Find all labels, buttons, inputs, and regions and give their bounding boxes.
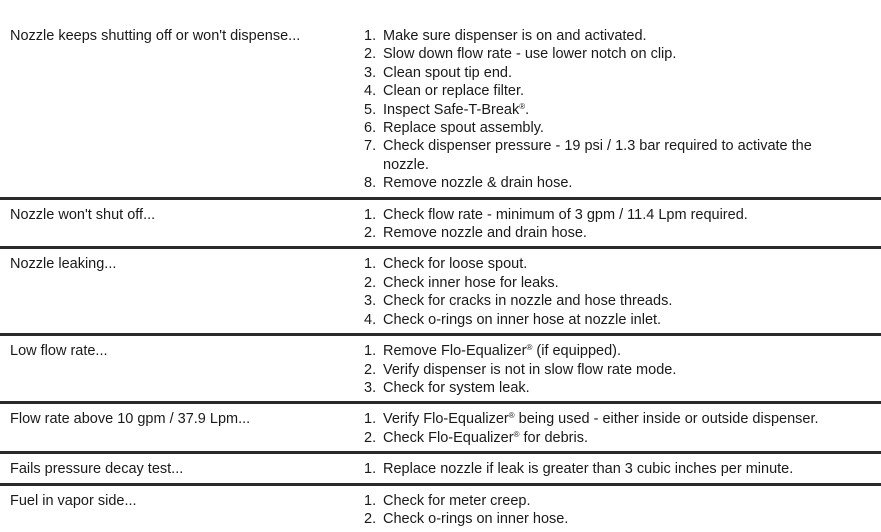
registered-mark: ® [526, 343, 533, 353]
list-item [364, 460, 864, 478]
list-item [364, 379, 864, 397]
step-text: Check o-rings on inner hose at nozzle inlet. [383, 311, 662, 328]
list-item [364, 510, 864, 528]
step-number: 2. [364, 429, 377, 446]
table-row [0, 246, 881, 333]
solution-list [364, 27, 864, 193]
list-item [364, 342, 864, 360]
list-item [364, 492, 864, 510]
step-text: Inspect Safe-T-Break®. [383, 101, 530, 118]
list-item [364, 292, 864, 310]
step-number: 1. [364, 28, 377, 44]
step-number: 4. [364, 311, 377, 328]
step-number: 1. [364, 461, 377, 478]
list-item [364, 45, 864, 63]
step-text: Check dispenser pressure - 19 psi / 1.3 bar required to activate the nozzle. [383, 138, 812, 173]
step-number: 3. [364, 379, 377, 396]
step-number: 4. [364, 83, 377, 100]
problem-label: Fails pressure decay test... [10, 461, 184, 478]
step-text: Replace nozzle if leak is greater than 3 cubic inches per minute. [383, 461, 794, 478]
list-item [364, 255, 864, 273]
list-item [364, 101, 864, 119]
step-number: 3. [364, 64, 377, 81]
step-text: Check for meter creep. [383, 492, 531, 509]
list-item [364, 119, 864, 137]
solution-list [364, 410, 864, 447]
step-text: Check for cracks in nozzle and hose threads. [383, 293, 673, 310]
list-item [364, 224, 864, 242]
step-number: 8. [364, 175, 377, 192]
table-row [0, 451, 881, 482]
list-item [364, 274, 864, 292]
problem-label: Fuel in vapor side... [10, 492, 137, 509]
registered-mark: ® [519, 101, 526, 111]
table-row [0, 483, 881, 532]
step-text: Verify Flo-Equalizer® being used - either inside or outside dispenser. [383, 411, 819, 428]
problem-label: Nozzle leaking... [10, 256, 117, 273]
step-text: Clean spout tip end. [383, 64, 512, 81]
table-row [0, 401, 881, 451]
step-number: 1. [364, 411, 377, 428]
problem-label: Nozzle won't shut off... [10, 206, 156, 223]
step-number: 5. [364, 101, 377, 118]
step-text: Remove nozzle and drain hose. [383, 225, 587, 242]
step-number: 2. [364, 361, 377, 378]
step-text: Remove nozzle & drain hose. [383, 175, 573, 192]
list-item [364, 429, 864, 447]
registered-mark: ® [508, 411, 515, 421]
step-number: 6. [364, 120, 377, 137]
solution-list [364, 342, 864, 397]
step-text: Check flow rate - minimum of 3 gpm / 11.4 Lpm required. [383, 206, 748, 223]
step-number: 2. [364, 225, 377, 242]
step-number: 1. [364, 206, 377, 223]
problem-label: Nozzle keeps shutting off or won't dispense... [10, 28, 301, 44]
problem-label: Flow rate above 10 gpm / 37.9 Lpm... [10, 411, 251, 428]
solution-list [364, 492, 864, 529]
step-text: Check o-rings on inner hose. [383, 510, 569, 527]
step-text: Check Flo-Equalizer® for debris. [383, 429, 588, 446]
step-number: 1. [364, 256, 377, 273]
solution-list [364, 206, 864, 243]
step-text: Clean or replace filter. [383, 83, 525, 100]
list-item [364, 64, 864, 82]
step-text: Make sure dispenser is on and activated. [383, 28, 647, 44]
step-text: Slow down flow rate - use lower notch on clip. [383, 46, 677, 63]
solution-list [364, 460, 864, 478]
list-item [364, 27, 864, 45]
step-number: 3. [364, 293, 377, 310]
list-item [364, 311, 864, 329]
table-row [0, 197, 881, 247]
registered-mark: ® [513, 429, 520, 439]
list-item [364, 410, 864, 428]
list-item [364, 82, 864, 100]
step-number: 2. [364, 46, 377, 63]
step-number: 1. [364, 343, 377, 360]
solution-list [364, 255, 864, 329]
list-item [364, 361, 864, 379]
step-number: 7. [364, 138, 377, 155]
table-row [0, 333, 881, 401]
step-text: Replace spout assembly. [383, 120, 544, 137]
step-text: Verify dispenser is not in slow flow rate mode. [383, 361, 677, 378]
list-item [364, 206, 864, 224]
step-text: Check for loose spout. [383, 256, 528, 273]
list-item [364, 174, 864, 192]
table-row [0, 25, 881, 197]
list-item [364, 137, 864, 174]
step-number: 2. [364, 274, 377, 291]
problem-label: Low flow rate... [10, 343, 108, 360]
step-text: Check inner hose for leaks. [383, 274, 559, 291]
step-text: Check for system leak. [383, 379, 530, 396]
step-number: 2. [364, 510, 377, 527]
step-number: 1. [364, 492, 377, 509]
step-text: Remove Flo-Equalizer® (if equipped). [383, 343, 622, 360]
